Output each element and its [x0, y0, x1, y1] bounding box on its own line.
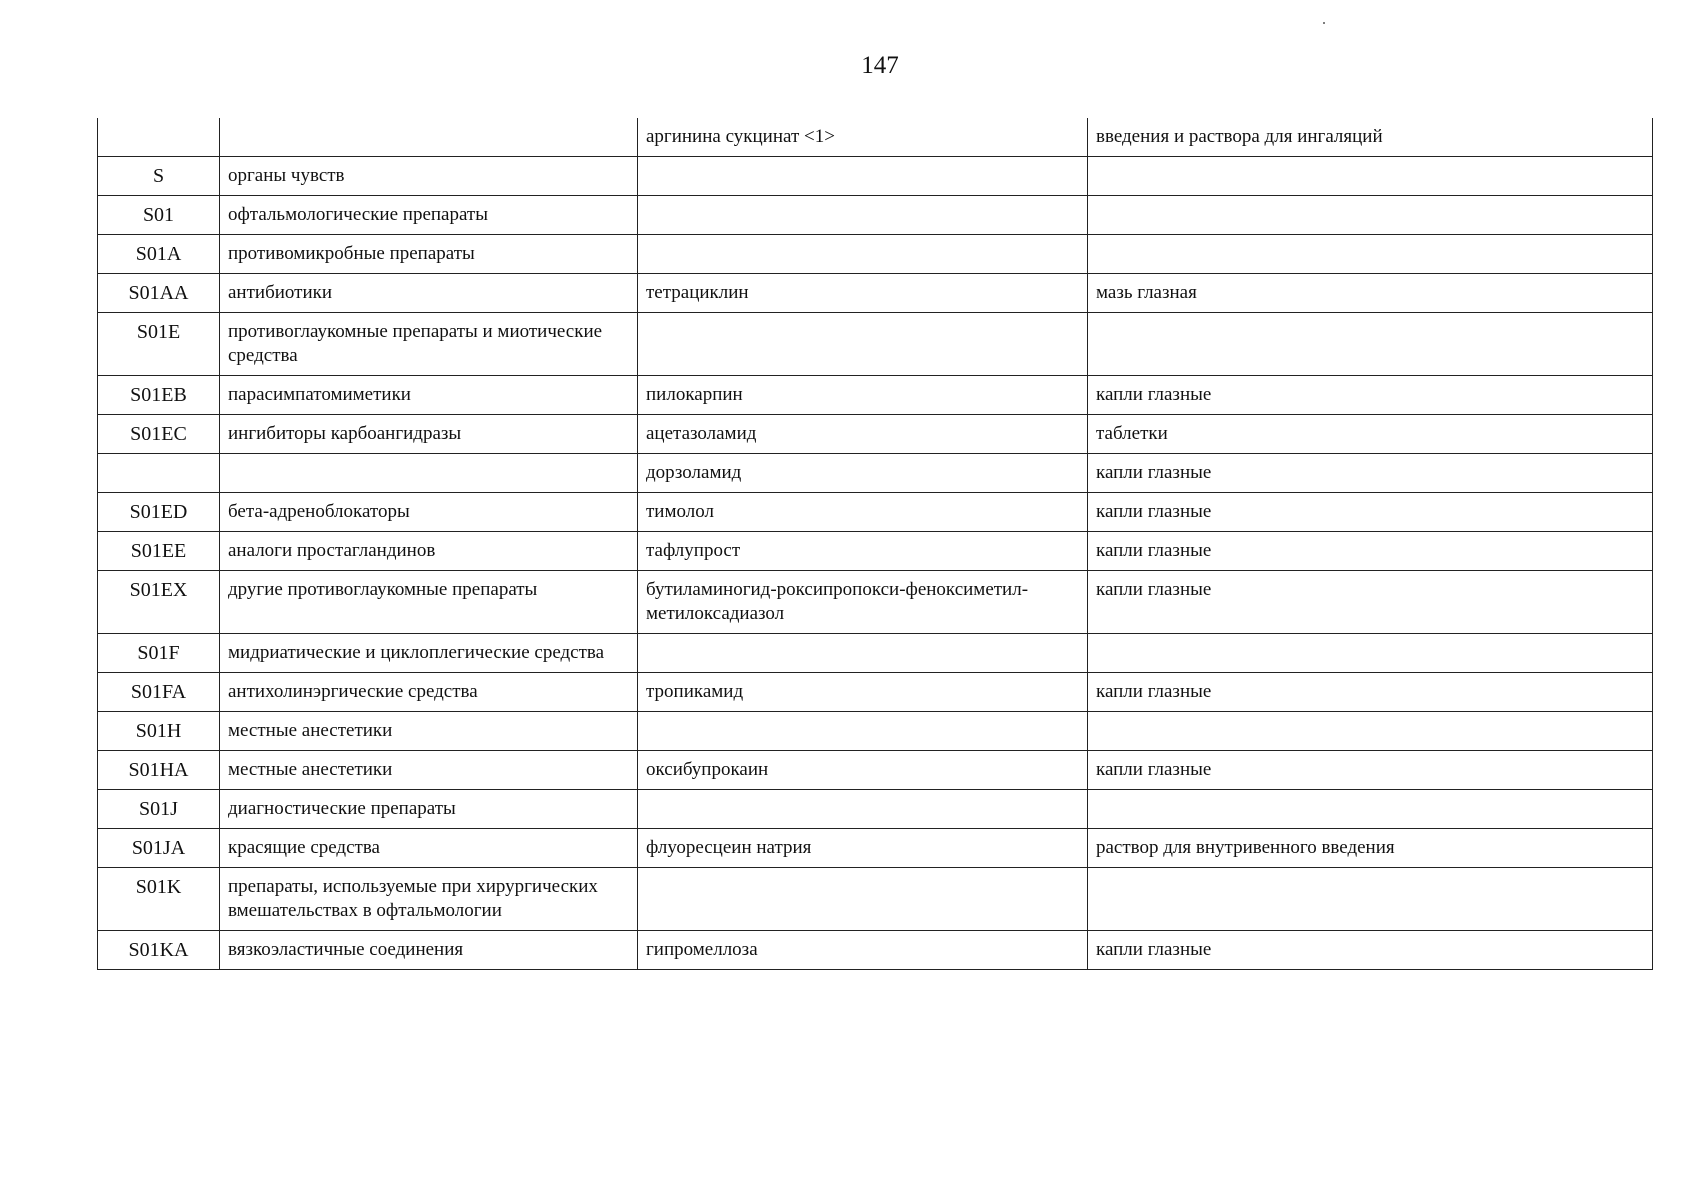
group-name-cell: мидриатические и циклоплегические средства — [220, 634, 638, 673]
atc-code-cell: S01A — [98, 235, 220, 274]
atc-code-cell: S01FA — [98, 673, 220, 712]
atc-code-cell — [98, 454, 220, 493]
table-body — [98, 118, 1653, 970]
group-name-cell: аналоги простагландинов — [220, 532, 638, 571]
page-number: 147 — [861, 52, 899, 79]
group-name-cell: местные анестетики — [220, 751, 638, 790]
dosage-form-cell — [1088, 712, 1653, 751]
atc-code-cell: S01EX — [98, 571, 220, 634]
drug-name-cell: тропикамид — [638, 673, 1088, 712]
table-row — [98, 235, 1653, 274]
table-row — [98, 118, 1653, 157]
atc-code-cell: S01EB — [98, 376, 220, 415]
atc-code-cell: S01HA — [98, 751, 220, 790]
atc-code-cell: S01F — [98, 634, 220, 673]
atc-code-cell: S — [98, 157, 220, 196]
group-name-cell — [220, 454, 638, 493]
dosage-form-cell: капли глазные — [1088, 571, 1653, 634]
table-row — [98, 493, 1653, 532]
drug-name-cell — [638, 157, 1088, 196]
table-row — [98, 532, 1653, 571]
dosage-form-cell: капли глазные — [1088, 493, 1653, 532]
drug-name-cell: бутиламиногид-роксипропокси-феноксиметил-метилоксадиазол — [638, 571, 1088, 634]
drug-name-cell: флуоресцеин натрия — [638, 829, 1088, 868]
drug-name-cell: пилокарпин — [638, 376, 1088, 415]
dosage-form-cell: капли глазные — [1088, 673, 1653, 712]
table-row — [98, 157, 1653, 196]
table-row — [98, 274, 1653, 313]
drug-name-cell — [638, 235, 1088, 274]
dosage-form-cell: капли глазные — [1088, 376, 1653, 415]
dosage-form-cell: таблетки — [1088, 415, 1653, 454]
group-name-cell: противоглаукомные препараты и миотические средства — [220, 313, 638, 376]
group-name-cell: офтальмологические препараты — [220, 196, 638, 235]
atc-code-cell: S01ED — [98, 493, 220, 532]
atc-code-cell: S01K — [98, 868, 220, 931]
group-name-cell: вязкоэластичные соединения — [220, 931, 638, 970]
group-name-cell: антибиотики — [220, 274, 638, 313]
group-name-cell: ингибиторы карбоангидразы — [220, 415, 638, 454]
group-name-cell: антихолинэргические средства — [220, 673, 638, 712]
atc-code-cell: S01AA — [98, 274, 220, 313]
dosage-form-cell: капли глазные — [1088, 751, 1653, 790]
group-name-cell: противомикробные препараты — [220, 235, 638, 274]
table-row — [98, 454, 1653, 493]
atc-code-cell: S01H — [98, 712, 220, 751]
group-name-cell: парасимпатомиметики — [220, 376, 638, 415]
table-row — [98, 712, 1653, 751]
table-row — [98, 673, 1653, 712]
group-name-cell: диагностические препараты — [220, 790, 638, 829]
drug-name-cell: тимолол — [638, 493, 1088, 532]
scan-speck — [1323, 22, 1325, 24]
table-row — [98, 634, 1653, 673]
drug-name-cell: аргинина сукцинат <1> — [638, 118, 1088, 157]
atc-code-cell: S01J — [98, 790, 220, 829]
dosage-form-cell: капли глазные — [1088, 454, 1653, 493]
drug-list-table — [97, 118, 1653, 970]
drug-name-cell — [638, 790, 1088, 829]
dosage-form-cell — [1088, 196, 1653, 235]
group-name-cell: органы чувств — [220, 157, 638, 196]
dosage-form-cell: раствор для внутривенного введения — [1088, 829, 1653, 868]
drug-name-cell — [638, 712, 1088, 751]
atc-code-cell: S01E — [98, 313, 220, 376]
group-name-cell — [220, 118, 638, 157]
dosage-form-cell — [1088, 313, 1653, 376]
table-row — [98, 931, 1653, 970]
table-row — [98, 571, 1653, 634]
table-row — [98, 790, 1653, 829]
table-row — [98, 868, 1653, 931]
table-row — [98, 196, 1653, 235]
table-row — [98, 829, 1653, 868]
group-name-cell: бета-адреноблокаторы — [220, 493, 638, 532]
table-row — [98, 376, 1653, 415]
drug-name-cell: гипромеллоза — [638, 931, 1088, 970]
group-name-cell: местные анестетики — [220, 712, 638, 751]
drug-name-cell — [638, 196, 1088, 235]
atc-code-cell: S01EC — [98, 415, 220, 454]
group-name-cell: препараты, используемые при хирургических вмешательствах в офтальмологии — [220, 868, 638, 931]
dosage-form-cell: введения и раствора для ингаляций — [1088, 118, 1653, 157]
atc-code-cell: S01 — [98, 196, 220, 235]
table-row — [98, 313, 1653, 376]
drug-name-cell: тетрациклин — [638, 274, 1088, 313]
group-name-cell: другие противоглаукомные препараты — [220, 571, 638, 634]
drug-name-cell — [638, 634, 1088, 673]
drug-name-cell: оксибупрокаин — [638, 751, 1088, 790]
dosage-form-cell: мазь глазная — [1088, 274, 1653, 313]
dosage-form-cell — [1088, 790, 1653, 829]
drug-name-cell: ацетазоламид — [638, 415, 1088, 454]
dosage-form-cell: капли глазные — [1088, 931, 1653, 970]
drug-name-cell — [638, 313, 1088, 376]
drug-name-cell: тафлупрост — [638, 532, 1088, 571]
table-row — [98, 415, 1653, 454]
dosage-form-cell: капли глазные — [1088, 532, 1653, 571]
dosage-form-cell — [1088, 634, 1653, 673]
dosage-form-cell — [1088, 157, 1653, 196]
dosage-form-cell — [1088, 868, 1653, 931]
atc-code-cell: S01KA — [98, 931, 220, 970]
atc-code-cell: S01EE — [98, 532, 220, 571]
dosage-form-cell — [1088, 235, 1653, 274]
drug-name-cell — [638, 868, 1088, 931]
atc-code-cell — [98, 118, 220, 157]
table-row — [98, 751, 1653, 790]
drug-name-cell: дорзоламид — [638, 454, 1088, 493]
group-name-cell: красящие средства — [220, 829, 638, 868]
atc-code-cell: S01JA — [98, 829, 220, 868]
